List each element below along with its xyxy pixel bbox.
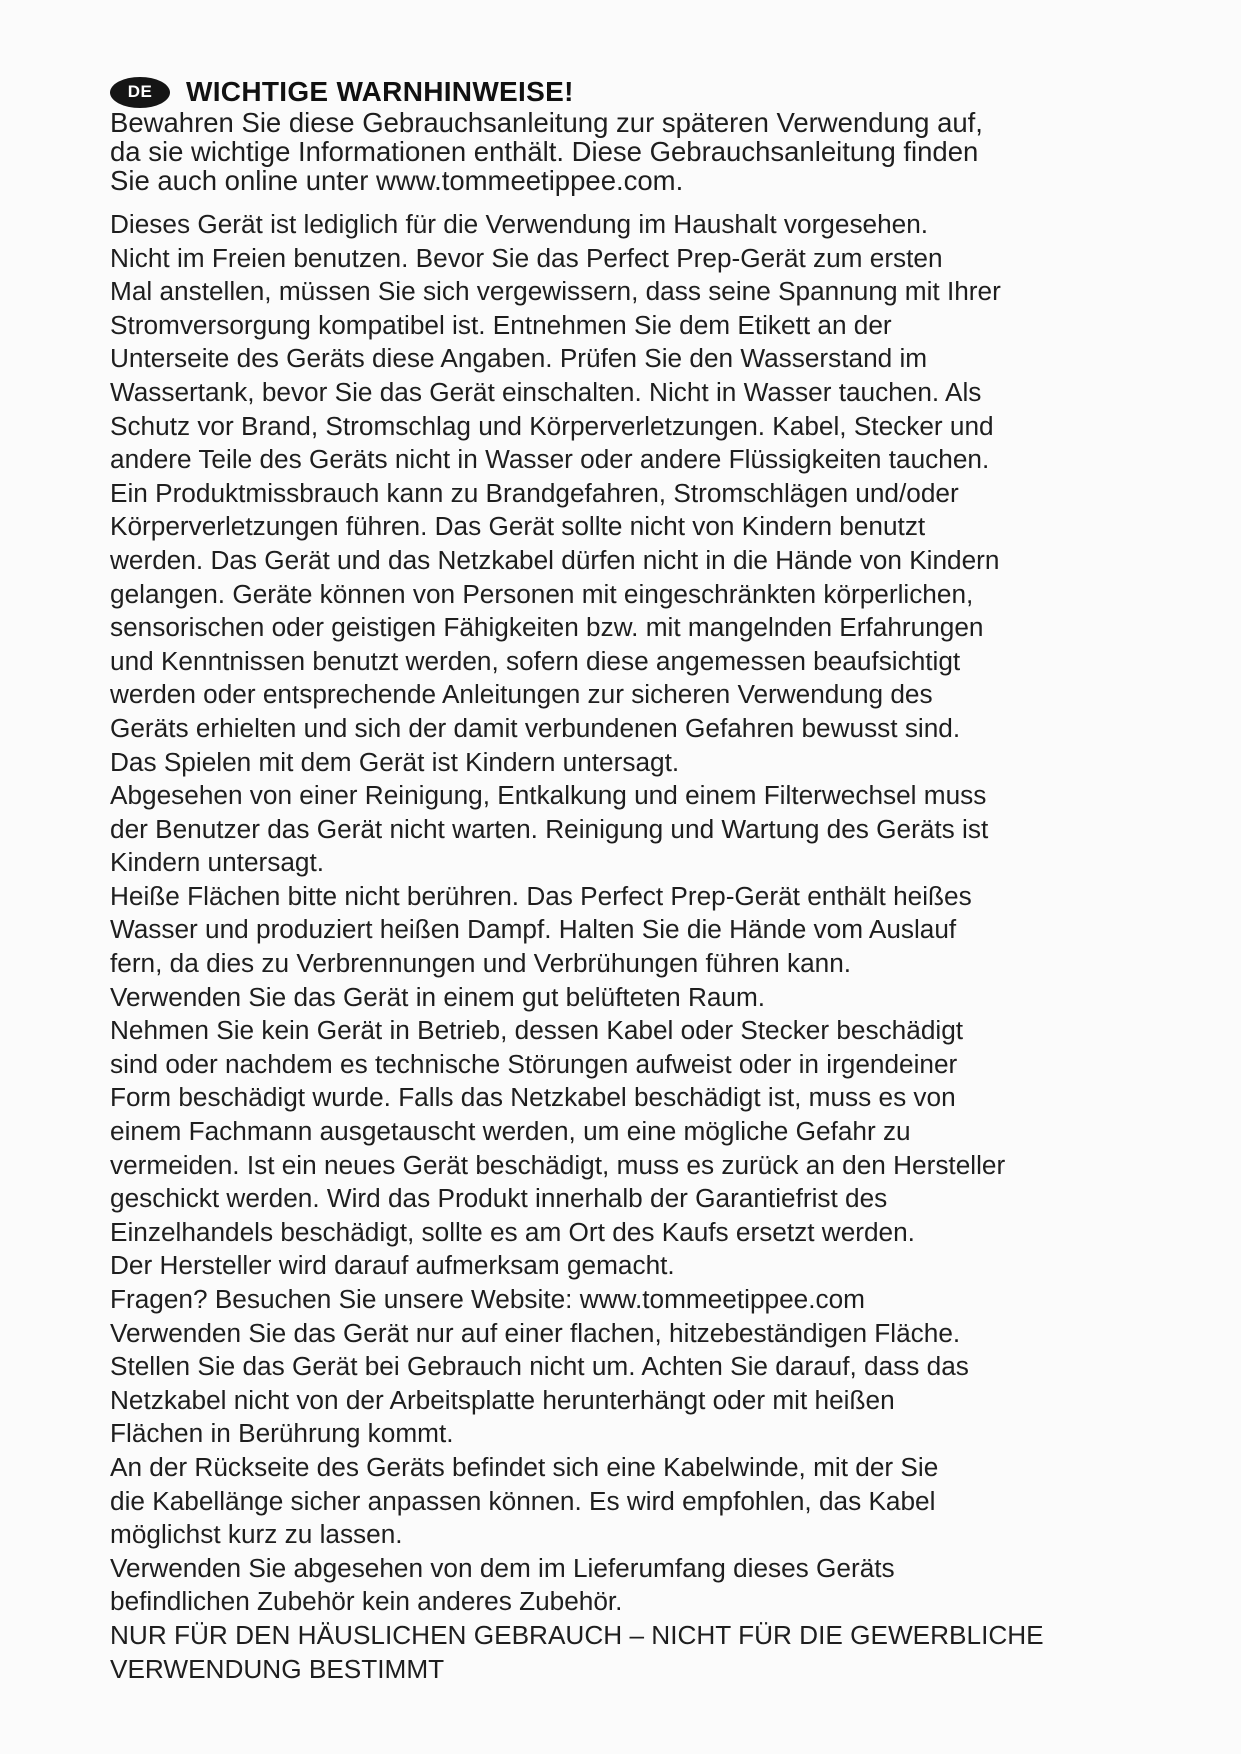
body-line: vermeiden. Ist ein neues Gerät beschädigt, muss es zurück an den Hersteller: [110, 1149, 1006, 1180]
body-line: Fragen? Besuchen Sie unsere Website: www.tommeetippee.com: [110, 1284, 865, 1314]
body-line: Das Spielen mit dem Gerät ist Kindern untersagt.: [110, 746, 680, 777]
body-line: Einzelhandels beschädigt, sollte es am Ort des Kaufs ersetzt werden.: [110, 1216, 915, 1247]
body-line: Kindern untersagt.: [110, 847, 325, 878]
body-line: An der Rückseite des Geräts befindet sich eine Kabelwinde, mit der Sie: [110, 1451, 939, 1482]
body-line: werden. Das Gerät und das Netzkabel dürfen nicht in die Hände von Kindern: [110, 544, 1000, 575]
body-line: und Kenntnissen benutzt werden, sofern diese angemessen beaufsichtigt: [110, 645, 961, 676]
body-line: Dieses Gerät ist lediglich für die Verwendung im Haushalt vorgesehen.: [110, 209, 929, 239]
body-line: Form beschädigt wurde. Falls das Netzkabel beschädigt ist, muss es von: [110, 1082, 956, 1113]
body-line: Stellen Sie das Gerät bei Gebrauch nicht um. Achten Sie darauf, dass das: [110, 1351, 969, 1382]
body-line: Der Hersteller wird darauf aufmerksam gemacht.: [110, 1250, 675, 1281]
intro-line: Sie auch online unter www.tommeetippee.com.: [110, 165, 684, 196]
body-line: Unterseite des Geräts diese Angaben. Prüfen Sie den Wasserstand im: [110, 343, 928, 374]
body-line: Wassertank, bevor Sie das Gerät einschalten. Nicht in Wasser tauchen. Als: [110, 376, 982, 407]
body-line: die Kabellänge sicher anpassen können. Es wird empfohlen, das Kabel: [110, 1485, 936, 1516]
body-line: sensorischen oder geistigen Fähigkeiten bzw. mit mangelnden Erfahrungen: [110, 612, 984, 643]
warnings-body: [110, 208, 1150, 1686]
body-line: Nicht im Freien benutzen. Bevor Sie das Perfect Prep-Gerät zum ersten: [110, 242, 943, 273]
body-line: Mal anstellen, müssen Sie sich vergewissern, dass seine Spannung mit Ihrer: [110, 276, 1001, 307]
body-line: Körperverletzungen führen. Das Gerät sollte nicht von Kindern benutzt: [110, 511, 926, 542]
body-line: sind oder nachdem es technische Störungen aufweist oder in irgendeiner: [110, 1048, 958, 1079]
body-line: Nehmen Sie kein Gerät in Betrieb, dessen Kabel oder Stecker beschädigt: [110, 1015, 964, 1046]
intro-paragraph: [110, 108, 1150, 195]
body-line: andere Teile des Geräts nicht in Wasser oder andere Flüssigkeiten tauchen.: [110, 444, 990, 475]
intro-line: da sie wichtige Informationen enthält. Diese Gebrauchsanleitung finden: [110, 136, 979, 167]
body-line: Abgesehen von einer Reinigung, Entkalkung und einem Filterwechsel muss: [110, 780, 987, 811]
body-line: fern, da dies zu Verbrennungen und Verbrühungen führen kann.: [110, 948, 852, 979]
body-line: befindlichen Zubehör kein anderes Zubehör.: [110, 1586, 623, 1617]
body-line: Verwenden Sie das Gerät nur auf einer flachen, hitzebeständigen Fläche.: [110, 1317, 961, 1348]
language-badge: DE: [110, 77, 170, 108]
body-line: Stromversorgung kompatibel ist. Entnehmen Sie dem Etikett an der: [110, 309, 892, 340]
body-line: werden oder entsprechende Anleitungen zur sicheren Verwendung des: [110, 679, 933, 710]
body-line: geschickt werden. Wird das Produkt innerhalb der Garantiefrist des: [110, 1183, 888, 1214]
body-line: Wasser und produziert heißen Dampf. Halten Sie die Hände vom Auslauf: [110, 914, 957, 945]
body-line: einem Fachmann ausgetauscht werden, um eine mögliche Gefahr zu: [110, 1116, 911, 1147]
body-line: VERWENDUNG BESTIMMT: [110, 1653, 445, 1684]
body-line: Ein Produktmissbrauch kann zu Brandgefahren, Stromschlägen und/oder: [110, 477, 959, 508]
body-line: Flächen in Berührung kommt.: [110, 1418, 454, 1449]
body-line: Schutz vor Brand, Stromschlag und Körperverletzungen. Kabel, Stecker und: [110, 410, 994, 441]
body-line: Verwenden Sie das Gerät in einem gut belüfteten Raum.: [110, 981, 766, 1012]
body-line: Geräts erhielten und sich der damit verbundenen Gefahren bewusst sind.: [110, 712, 961, 743]
body-line: Heiße Flächen bitte nicht berühren. Das Perfect Prep-Gerät enthält heißes: [110, 880, 972, 911]
body-line: NUR FÜR DEN HÄUSLICHEN GEBRAUCH – NICHT FÜR DIE GEWERBLICHE: [110, 1619, 1044, 1650]
body-line: Verwenden Sie abgesehen von dem im Lieferumfang dieses Geräts: [110, 1552, 895, 1583]
page-title: WICHTIGE WARNHINWEISE!: [186, 76, 574, 107]
intro-line: Bewahren Sie diese Gebrauchsanleitung zur späteren Verwendung auf,: [110, 107, 983, 138]
body-line: Netzkabel nicht von der Arbeitsplatte herunterhängt oder mit heißen: [110, 1384, 895, 1415]
body-line: gelangen. Geräte können von Personen mit eingeschränkten körperlichen,: [110, 578, 974, 609]
section-header: [110, 76, 574, 108]
body-line: der Benutzer das Gerät nicht warten. Reinigung und Wartung des Geräts ist: [110, 813, 989, 844]
body-line: möglichst kurz zu lassen.: [110, 1519, 403, 1550]
